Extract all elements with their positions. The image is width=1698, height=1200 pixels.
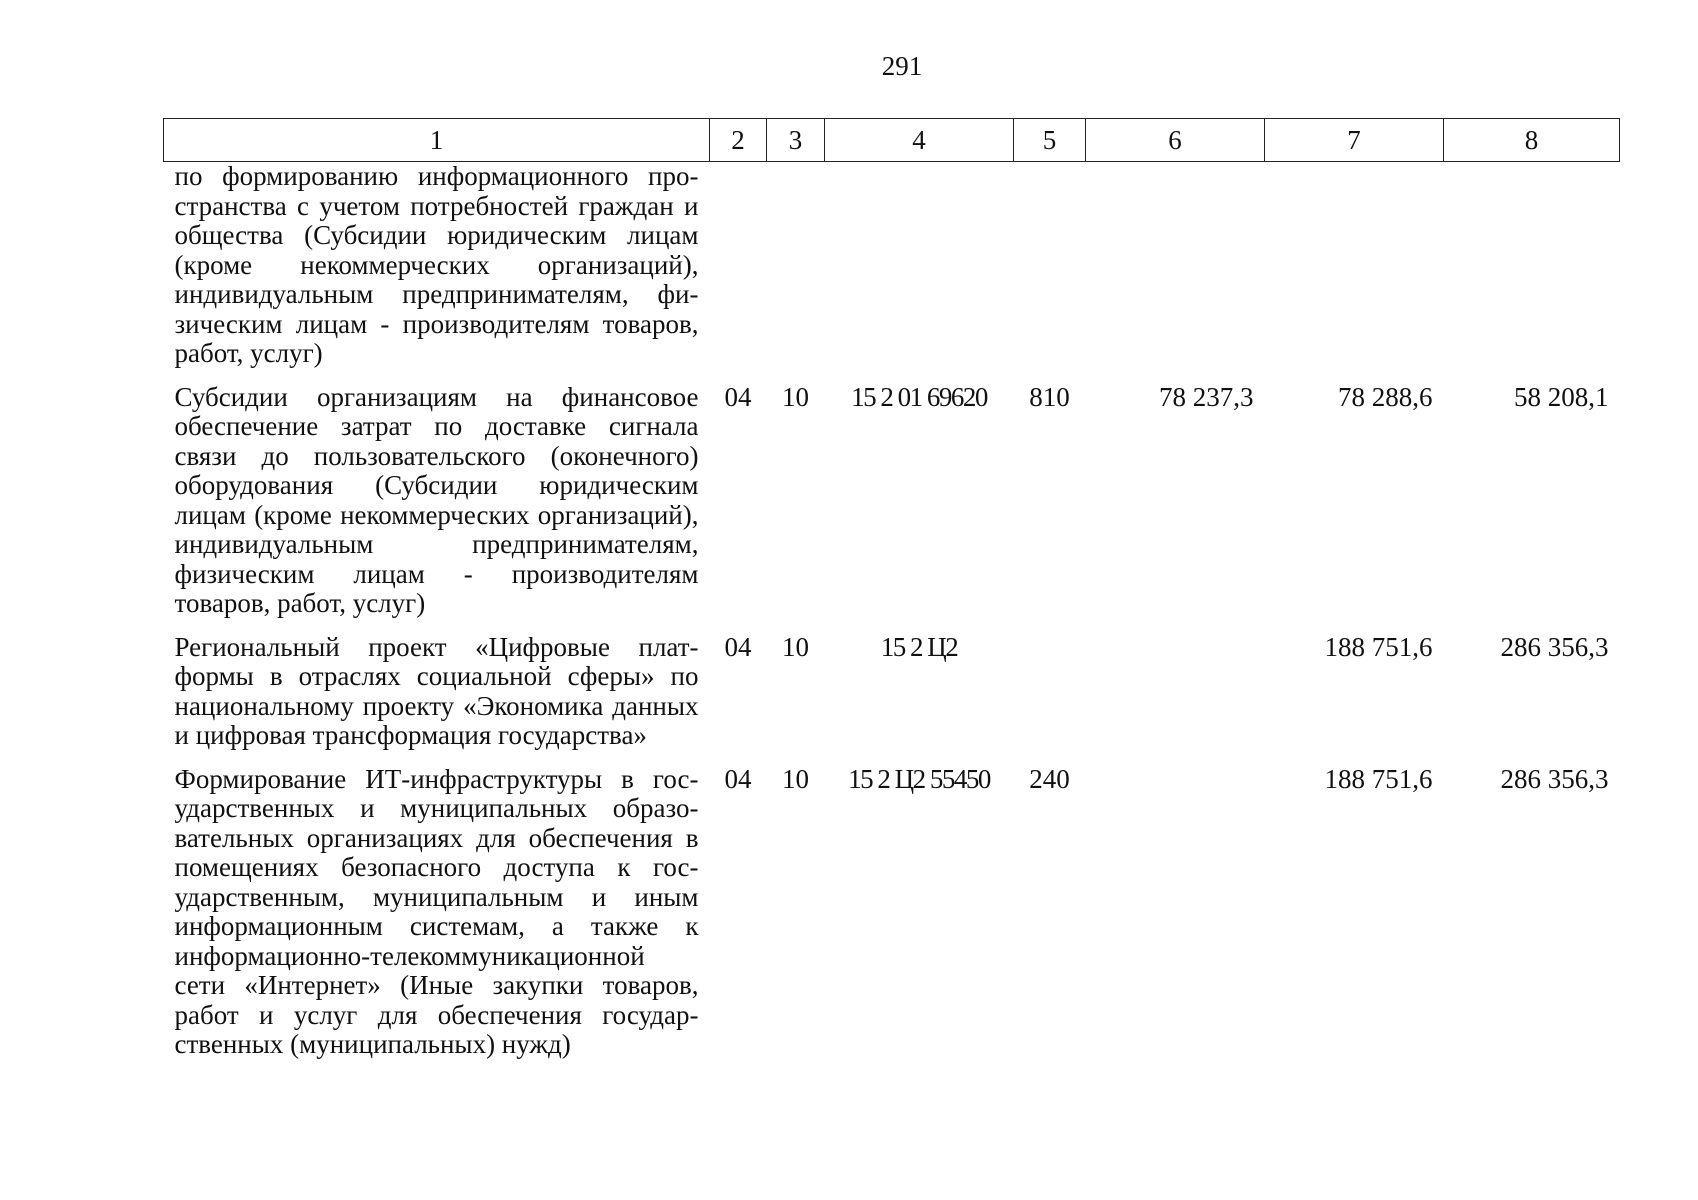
- page-number: 291: [881, 51, 923, 81]
- column-header-6: 6: [1086, 119, 1265, 162]
- cell-amount-7: 188 751,6: [1324, 631, 1433, 662]
- table-row: [164, 162, 1620, 377]
- cell-amount-7: 78 288,6: [1338, 381, 1433, 412]
- table-header-row: [164, 119, 1620, 162]
- cell-amount-6: [1086, 759, 1265, 1068]
- column-header-4: 4: [825, 119, 1014, 162]
- cell-amount-6: 78 237,3: [1159, 381, 1254, 412]
- cell-amount-6: [1086, 627, 1265, 759]
- cell-target-code: 15 2 Ц2 55450: [848, 763, 990, 794]
- cell-subsection: 10: [782, 381, 809, 412]
- cell-amount-8: 286 356,3: [1500, 631, 1609, 662]
- column-header-3: 3: [767, 119, 825, 162]
- cell-expense-type: 810: [1029, 381, 1070, 412]
- table-row: [164, 627, 1620, 759]
- cell-amount-6: [1086, 162, 1265, 377]
- budget-table: [163, 118, 1620, 1068]
- row-description: по формированию информационного пространства с учетом потребностей граждан и общества (Субсидии юридическим лицам (кроме некоммерческих организаций), индивидуальным предпринимателям, физическим лицам - производителям товаров, работ, услуг): [174, 161, 699, 368]
- column-header-8: 8: [1444, 119, 1620, 162]
- cell-amount-7: [1265, 162, 1444, 377]
- cell-amount-8: [1444, 162, 1620, 377]
- row-description: Формирование ИТ-инфраструктуры в государственных и муниципальных образовательных организациях для обеспечения в помещениях безопасного доступа к государственным, муниципальным и иным информационным системам, а также к информационно-телекоммуникационной сети «Интернет» (Иные закупки товаров, работ и услуг для обеспечения государственных (муниципальных) нужд): [174, 763, 699, 1059]
- cell-section: 04: [724, 631, 752, 662]
- cell-amount-8: 286 356,3: [1500, 763, 1609, 794]
- table-row: [164, 377, 1620, 627]
- row-description: Региональный проект «Цифровые платформы в отраслях социальной сферы» по национальному проекту «Экономика данных и цифровая трансформация государства»: [174, 631, 699, 750]
- cell-subsection: 10: [782, 763, 809, 794]
- cell-expense-type: [1014, 627, 1086, 759]
- cell-target-code: [825, 162, 1014, 377]
- cell-subsection: [767, 162, 825, 377]
- column-header-5: 5: [1014, 119, 1086, 162]
- cell-section: 04: [724, 763, 752, 794]
- table-row: [164, 759, 1620, 1068]
- column-header-1: 1: [164, 119, 710, 162]
- cell-section: 04: [724, 381, 752, 412]
- cell-target-code: 15 2 Ц2: [880, 631, 958, 662]
- column-header-2: 2: [710, 119, 767, 162]
- cell-expense-type: [1014, 162, 1086, 377]
- column-header-7: 7: [1265, 119, 1444, 162]
- cell-subsection: 10: [782, 631, 809, 662]
- cell-amount-7: 188 751,6: [1324, 763, 1433, 794]
- cell-expense-type: 240: [1029, 763, 1070, 794]
- cell-section: [710, 162, 767, 377]
- cell-target-code: 15 2 01 69620: [851, 381, 987, 412]
- cell-amount-8: 58 208,1: [1514, 381, 1609, 412]
- row-description: Субсидии организациям на финансовое обеспечение затрат по доставке сигнала связи до пользовательского (оконечного) оборудования (Субсидии юридическим лицам (кроме некоммерческих организаций), индивидуальным предпринимателям, физическим лицам - производителям товаров, работ, услуг): [174, 381, 699, 618]
